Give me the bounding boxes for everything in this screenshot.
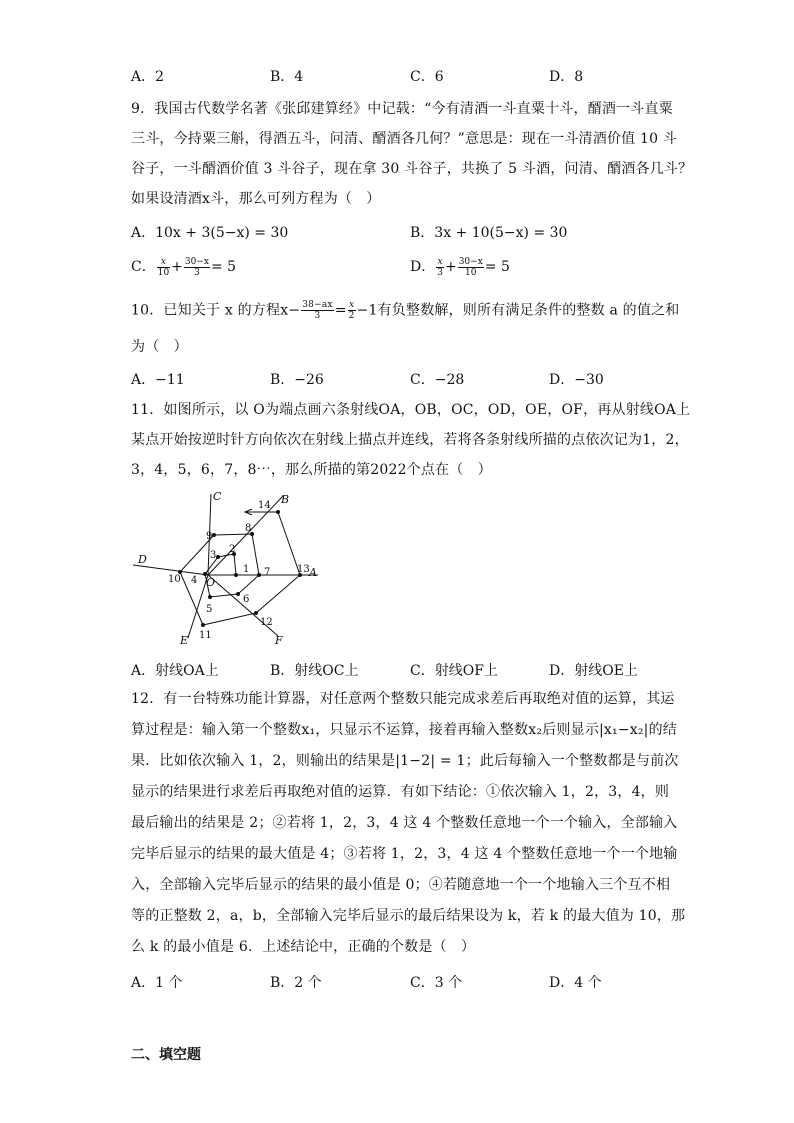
label-point-5: 5 xyxy=(206,604,213,615)
q10-option-d[interactable]: D．−30 xyxy=(549,372,604,388)
label-point-2: 2 xyxy=(229,544,236,555)
label-ray-c: C xyxy=(213,490,222,503)
label-point-9: 9 xyxy=(206,531,213,542)
point-6 xyxy=(236,592,240,596)
fraction-numerator: 30−x xyxy=(458,256,483,267)
label-ray-d: D xyxy=(138,553,147,566)
q12-line-4: 显示的结果进行求差后再取绝对值的运算．有如下结论：①依次输入 1，2，3，4，则 xyxy=(131,784,670,800)
q12-line-1: 12．有一台特殊功能计算器，对任意两个整数只能完成求差后再取绝对值的运算，其运 xyxy=(131,691,675,707)
label-point-10: 10 xyxy=(168,574,181,585)
equation-rhs: = 5 xyxy=(210,259,237,275)
q10-fraction-2 xyxy=(348,300,356,321)
label-point-6: 6 xyxy=(243,594,250,605)
point-14 xyxy=(276,510,280,514)
label-ray-b: B xyxy=(281,493,290,506)
q9-option-c[interactable] xyxy=(131,256,236,278)
label-point-1: 1 xyxy=(243,564,250,575)
q12-line-3: 果．比如依次输入 1，2，则输出的结果是|1−2| = 1；此后每输入一个整数都是与前次 xyxy=(131,753,679,769)
fraction-denominator: 3 xyxy=(437,267,443,278)
point-7 xyxy=(257,573,261,577)
q12-line-7: 入，全部输入完毕后显示的结果的最小值是 0；④若随意地一个一个地输入三个互不相 xyxy=(131,877,671,893)
q9-option-d-fraction-1 xyxy=(436,257,444,278)
q10-option-b[interactable]: B．−26 xyxy=(270,372,324,388)
plus-sign: + xyxy=(444,259,457,275)
q9-option-d-prefix: D． xyxy=(410,259,436,275)
label-point-12: 12 xyxy=(260,617,273,628)
fraction-numerator: 30−x xyxy=(184,256,209,267)
q9-option-b[interactable]: B．3x + 10(5−x) = 30 xyxy=(410,225,568,241)
q11-option-a[interactable]: A．射线OA上 xyxy=(131,663,219,679)
q10-option-a[interactable]: A．−11 xyxy=(131,372,185,388)
fraction-denominator: 3 xyxy=(314,311,321,321)
q10-text-b: −1有负整数解，则所有满足条件的整数 a 的值之和 xyxy=(356,302,680,319)
label-point-11: 11 xyxy=(199,630,212,641)
point-3 xyxy=(216,555,220,559)
q10-line-2: 为（ ） xyxy=(131,339,188,355)
label-origin-o: O xyxy=(206,576,216,589)
label-point-8: 8 xyxy=(245,523,252,534)
q12-line-8: 等的正整数 2，a，b，全部输入完毕后显示的最后结果设为 k，若 k 的最大值为 10，那 xyxy=(131,908,686,924)
equals-sign: = xyxy=(334,302,347,319)
label-point-7: 7 xyxy=(264,567,271,578)
q9-option-c-fraction-2 xyxy=(184,257,210,278)
q8-option-c[interactable]: C．6 xyxy=(410,69,444,85)
q11-line-2: 某点开始按逆时针方向依次在射线上描点并连线，若将各条射线所描的点依次记为1，2， xyxy=(131,432,689,448)
q10-text-a: 10．已知关于 x 的方程x− xyxy=(131,302,301,319)
label-ray-f: F xyxy=(275,634,283,647)
q11-options xyxy=(131,660,691,682)
label-point-14: 14 xyxy=(258,500,271,511)
q9-option-d[interactable] xyxy=(410,256,510,278)
fraction-numerator: 38−ax xyxy=(302,300,333,310)
q10-fraction-1 xyxy=(301,300,333,321)
section-title-fill-in: 二、填空题 xyxy=(131,1047,201,1063)
q12-line-6: 完毕后显示的结果的最大值是 4；③若将 1，2，3，4 这 4 个整数任意地一个一个地输 xyxy=(131,846,678,862)
q11-line-1: 11．如图所示，以 O为端点画六条射线OA，OB，OC，OD，OE，OF，再从射线OA上 xyxy=(131,402,691,418)
q12-option-b[interactable]: B．2 个 xyxy=(270,975,322,991)
q11-option-d[interactable]: D．射线OE上 xyxy=(549,663,638,679)
q9-option-c-prefix: C． xyxy=(131,259,156,275)
label-point-4: 4 xyxy=(191,575,198,586)
q11-figure xyxy=(128,488,328,648)
q8-option-d[interactable]: D．8 xyxy=(549,69,584,85)
q10-options xyxy=(131,369,691,391)
point-1 xyxy=(234,573,238,577)
point-9 xyxy=(212,533,216,537)
q9-line-2: 三斗，今持粟三斛，得酒五斗，问清、醑酒各几何？”意思是：现在一斗清酒价值 10 斗 xyxy=(131,131,678,147)
q10-line-1 xyxy=(131,300,680,326)
q12-line-9: 么 k 的最小值是 6．上述结论中，正确的个数是（ ） xyxy=(131,939,476,955)
point-12 xyxy=(254,611,258,615)
q9-options-row-1 xyxy=(131,222,691,244)
fraction-denominator: 10 xyxy=(465,267,477,278)
q9-line-4: 如果设清酒x斗，那么可列方程为（ ） xyxy=(131,191,381,207)
q9-options-row-2 xyxy=(131,256,691,286)
q9-line-3: 谷子，一斗醑酒价值 3 斗谷子，现在拿 30 斗谷子，共换了 5 斗酒，问清、醑酒各几斗？ xyxy=(131,161,693,177)
q11-line-3: 3，4，5，6，7，8⋯，那么所描的第2022个点在（ ） xyxy=(131,462,492,478)
q11-option-c[interactable]: C．射线OF上 xyxy=(410,663,498,679)
label-ray-e: E xyxy=(180,634,189,647)
label-ray-a: A xyxy=(309,566,317,579)
point-11 xyxy=(201,623,205,627)
q12-line-5: 最后输出的结果是 2；②若将 1，2，3，4 这 4 个整数任意地一个一个输入，全部输入 xyxy=(131,815,678,831)
label-point-3: 3 xyxy=(210,550,217,561)
fraction-denominator: 10 xyxy=(157,267,170,278)
q12-option-a[interactable]: A．1 个 xyxy=(131,975,183,991)
q9-option-d-fraction-2 xyxy=(458,257,484,278)
q8-option-b[interactable]: B．4 xyxy=(270,69,304,85)
point-5 xyxy=(208,595,212,599)
q8-options xyxy=(131,66,691,88)
fraction-denominator: 3 xyxy=(194,267,200,278)
fraction-denominator: 2 xyxy=(348,311,355,321)
q11-option-b[interactable]: B．射线OC上 xyxy=(270,663,359,679)
fraction-numerator: x xyxy=(437,256,443,267)
q8-option-a[interactable]: A．2 xyxy=(131,69,165,85)
q12-line-2: 算过程是：输入第一个整数x₁，只显示不运算，接着再输入整数x₂后则显示|x₁−x₂|的结 xyxy=(131,722,677,738)
q12-option-c[interactable]: C．3 个 xyxy=(410,975,463,991)
q12-options xyxy=(131,972,691,994)
q9-option-a[interactable]: A．10x + 3(5−x) = 30 xyxy=(131,225,289,241)
q12-option-d[interactable]: D．4 个 xyxy=(549,975,602,991)
q9-line-1: 9．我国古代数学名著《张邱建算经》中记载：“今有清酒一斗直粟十斗，醑酒一斗直粟 xyxy=(131,101,673,117)
fraction-numerator: x xyxy=(348,300,355,310)
fraction-numerator: x xyxy=(157,257,170,268)
label-point-13: 13 xyxy=(297,564,310,575)
equation-rhs: = 5 xyxy=(484,259,510,275)
q9-option-c-fraction-1 xyxy=(157,257,170,278)
q10-option-c[interactable]: C．−28 xyxy=(410,372,465,388)
plus-sign: + xyxy=(171,259,183,275)
